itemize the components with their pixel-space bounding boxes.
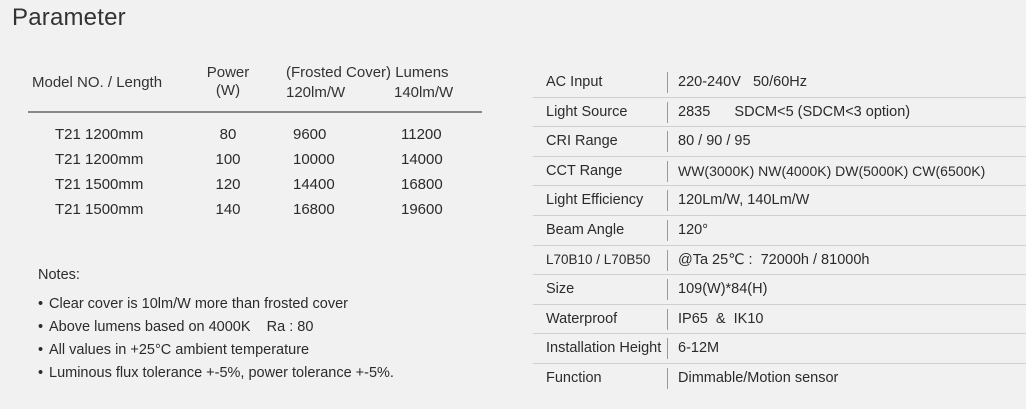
spec-value: 6-12M xyxy=(678,340,720,357)
bullet-icon: • xyxy=(38,319,44,335)
spec-label: AC Input xyxy=(546,74,603,90)
spec-value: @Ta 25℃ : 72000h / 81000h xyxy=(678,251,870,268)
note-text: Clear cover is 10lm/W more than frosted cover xyxy=(49,296,348,312)
header-power xyxy=(204,64,252,100)
spec-value: Dimmable/Motion sensor xyxy=(678,369,839,386)
spec-divider xyxy=(667,190,668,211)
spec-divider xyxy=(667,368,668,389)
header-power-line2: (W) xyxy=(215,82,241,99)
spec-row-cri-range xyxy=(533,127,1026,157)
cell-model: T21 1200mm xyxy=(55,151,144,168)
spec-value: 80 / 90 / 95 xyxy=(678,133,751,150)
spec-row-size xyxy=(533,275,1026,305)
page-title: Parameter xyxy=(12,4,126,31)
table-row xyxy=(28,126,482,151)
note-item xyxy=(38,341,394,359)
spec-row-function xyxy=(533,364,1026,394)
header-lumens: (Frosted Cover) Lumens xyxy=(286,64,449,81)
spec-row-ac-input xyxy=(533,68,1026,98)
table-row xyxy=(28,151,482,176)
spec-label: Size xyxy=(546,281,575,298)
cell-power: 120 xyxy=(215,176,241,193)
spec-label: Beam Angle xyxy=(546,221,625,238)
spec-value: IP65 & IK10 xyxy=(678,310,764,327)
spec-row-light-efficiency xyxy=(533,186,1026,216)
cell-clear-lumens: 11200 xyxy=(401,126,442,143)
notes xyxy=(38,266,394,387)
bullet-icon: • xyxy=(38,365,44,381)
cell-clear-lumens: 19600 xyxy=(401,201,443,218)
spec-row-light-source xyxy=(533,98,1026,128)
spec-label: CRI Range xyxy=(546,133,618,150)
spec-divider xyxy=(667,102,668,123)
spec-divider xyxy=(667,338,668,359)
cell-model: T21 1500mm xyxy=(55,201,144,218)
header-frosted-efficacy: 120lm/W xyxy=(286,84,346,101)
spec-divider xyxy=(667,220,668,241)
spec-label: Light Source xyxy=(546,103,628,120)
header-model: Model NO. / Length xyxy=(32,74,163,91)
spec-label: Function xyxy=(546,369,602,386)
cell-clear-lumens: 16800 xyxy=(401,176,443,193)
note-text: Luminous flux tolerance +-5%, power tolerance +-5%. xyxy=(49,365,394,381)
note-text: Above lumens based on 4000K Ra : 80 xyxy=(49,319,314,335)
table-row xyxy=(28,201,482,226)
spec-label: L70B10 / L70B50 xyxy=(546,251,651,267)
header-power-line1: Power xyxy=(206,64,250,81)
cell-frosted-lumens: 16800 xyxy=(293,201,335,218)
header-clear-efficacy: 140lm/W xyxy=(394,84,454,101)
spec-value: 120° xyxy=(678,221,708,238)
spec-row-installation-height xyxy=(533,334,1026,364)
cell-power: 100 xyxy=(215,151,241,168)
spec-table xyxy=(533,68,1026,394)
cell-model: T21 1500mm xyxy=(55,176,144,193)
cell-frosted-lumens: 9600 xyxy=(293,126,327,143)
note-item xyxy=(38,364,394,382)
spec-row-beam-angle xyxy=(533,216,1026,246)
spec-divider xyxy=(667,279,668,300)
bullet-icon: • xyxy=(38,342,44,358)
spec-label: CCT Range xyxy=(546,162,623,179)
spec-divider xyxy=(667,250,668,271)
spec-label: Light Efficiency xyxy=(546,192,644,209)
spec-divider xyxy=(667,161,668,182)
notes-title: Notes: xyxy=(38,267,80,283)
cell-model: T21 1200mm xyxy=(55,126,144,143)
spec-divider xyxy=(667,309,668,330)
spec-row-lifetime xyxy=(533,246,1026,276)
note-item xyxy=(38,318,394,336)
header-divider xyxy=(28,111,482,113)
note-text: All values in +25°C ambient temperature xyxy=(49,342,310,358)
spec-value: 2835 SDCM<5 (SDCM<3 option) xyxy=(678,103,911,120)
spec-value: 220-240V 50/60Hz xyxy=(678,74,807,90)
spec-value: 120Lm/W, 140Lm/W xyxy=(678,192,810,209)
model-rows xyxy=(28,126,482,226)
cell-power: 140 xyxy=(215,201,241,218)
spec-row-waterproof xyxy=(533,305,1026,335)
table-row xyxy=(28,176,482,201)
spec-label: Waterproof xyxy=(546,310,618,327)
spec-divider xyxy=(667,131,668,152)
cell-frosted-lumens: 14400 xyxy=(293,176,335,193)
note-item xyxy=(38,295,394,313)
bullet-icon: • xyxy=(38,296,44,312)
spec-value: WW(3000K) NW(4000K) DW(5000K) CW(6500K) xyxy=(678,162,986,179)
spec-row-cct-range xyxy=(533,157,1026,187)
spec-divider xyxy=(667,72,668,93)
cell-power: 80 xyxy=(219,126,237,143)
cell-clear-lumens: 14000 xyxy=(401,151,443,168)
spec-label: Installation Height xyxy=(546,340,662,357)
spec-value: 109(W)*84(H) xyxy=(678,281,768,298)
cell-frosted-lumens: 10000 xyxy=(293,151,335,168)
